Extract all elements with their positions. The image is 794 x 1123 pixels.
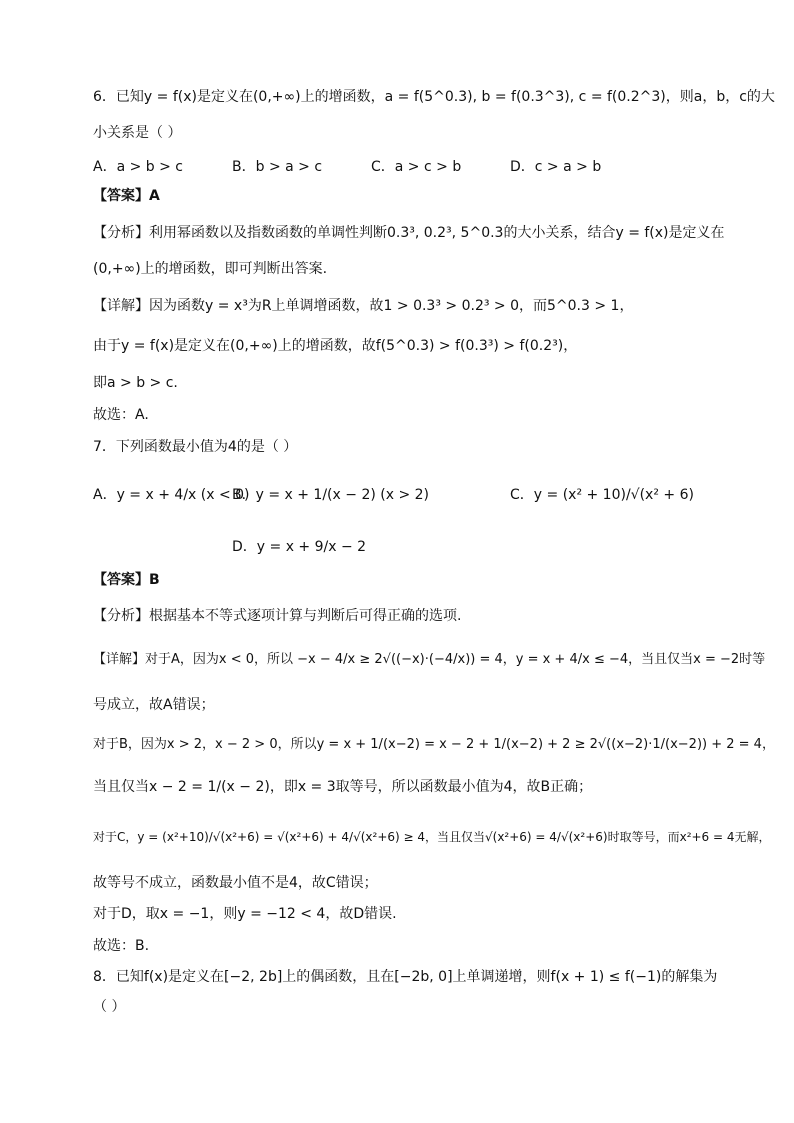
q6-analysis-line1: 【分析】利用幂函数以及指数函数的单调性判断0.3³, 0.2³, 5^0.3的大小关系，结合y = f(x)是定义在 (93, 225, 725, 241)
q6-detail-line2: 由于y = f(x)是定义在(0,+∞)上的增函数，故f(5^0.3) > f(0.3³) > f(0.2³)， (93, 338, 578, 354)
q6-answer: 【答案】A (93, 188, 160, 204)
q7-detail-line3: 对于B，因为x > 2，x − 2 > 0，所以y = x + 1/(x−2) = x − 2 + 1/(x−2) + 2 ≥ 2√((x−2)·1/(x−2)) + 2 = 4， (93, 737, 775, 752)
q6-stem-line2: 小关系是（ ） (93, 125, 182, 141)
q7-analysis: 【分析】根据基本不等式逐项计算与判断后可得正确的选项. (93, 608, 462, 624)
q7-detail-line7: 对于D，取x = −1，则y = −12 < 4，故D错误. (93, 906, 397, 922)
q7-detail-line5: 对于C，y = (x²+10)/√(x²+6) = √(x²+6) + 4/√(x²+6) ≥ 4，当且仅当√(x²+6) = 4/√(x²+6)时取等号，而x²+6 = 4无解， (93, 830, 771, 844)
q7-detail-line1: 【详解】对于A，因为x < 0，所以 −x − 4/x ≥ 2√((−x)·(−4/x)) = 4，y = x + 4/x ≤ −4，当且仅当x = −2时等 (93, 652, 766, 667)
q8-stem-line1: 8．已知f(x)是定义在[−2, 2b]上的偶函数，且在[−2b, 0]上单调递增，则f(x + 1) ≤ f(−1)的解集为 (93, 969, 718, 985)
q7-option-b: B．y = x + 1/(x − 2) (x > 2) (232, 487, 430, 503)
q6-option-b: B．b > a > c (232, 159, 323, 175)
q6-detail-line3: 即a > b > c. (93, 375, 178, 391)
q6-stem-line1: 6．已知y = f(x)是定义在(0,+∞)上的增函数，a = f(5^0.3), b = f(0.3^3), c = f(0.2^3)，则a，b，c的大 (93, 89, 775, 105)
q6-option-c: C．a > c > b (371, 159, 462, 175)
q6-choose: 故选：A. (93, 407, 149, 423)
q7-option-c: C．y = (x² + 10)/√(x² + 6) (510, 487, 694, 503)
q7-answer: 【答案】B (93, 572, 160, 588)
q6-option-d: D．c > a > b (510, 159, 602, 175)
q7-detail-line2: 号成立，故A错误； (93, 697, 215, 713)
q6-detail-line1: 【详解】因为函数y = x³为R上单调增函数，故1 > 0.3³ > 0.2³ > 0，而5^0.3 > 1， (93, 298, 634, 314)
q7-stem: 7．下列函数最小值为4的是（ ） (93, 439, 298, 455)
q7-detail-line6: 故等号不成立，函数最小值不是4，故C错误； (93, 875, 378, 891)
q7-choose: 故选：B. (93, 938, 150, 954)
q6-option-a: A．a > b > c (93, 159, 184, 175)
q7-option-a: A．y = x + 4/x (x < 0) (93, 487, 250, 503)
q6-analysis-line2: (0,+∞)上的增函数，即可判断出答案. (93, 261, 328, 277)
q8-stem-line2: （ ） (93, 999, 126, 1015)
q7-detail-line4: 当且仅当x − 2 = 1/(x − 2)，即x = 3取等号，所以函数最小值为4，故B正确； (93, 779, 593, 795)
q7-option-d: D．y = x + 9/x − 2 (232, 539, 367, 555)
